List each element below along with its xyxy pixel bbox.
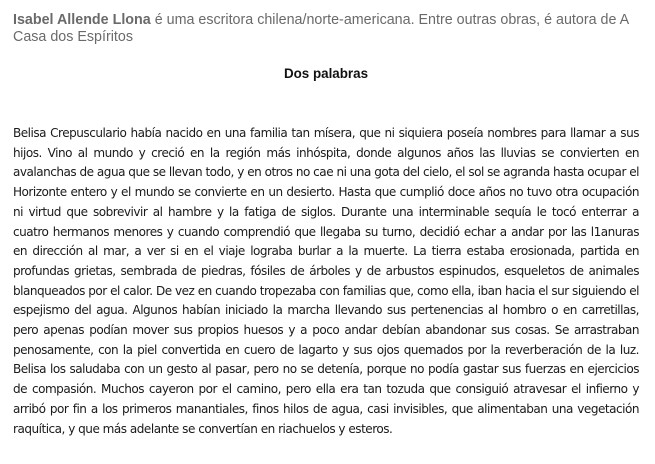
story-paragraph: Belisa Crepusculario había nacido en una familia tan mísera, que ni siquiera poseía nombres para llamar a sus hijos. Vino al mundo y creció en la región más inhóspita, donde algunos años las lluvias se convierten en avalanchas de agua que se llevan todo, y en otros no cae ni una gota del cielo, el sol se agranda hasta ocupar el Horizonte entero y el mundo se convierte en un desierto. Hasta que cumplió doce años no tuvo otra ocupación ni virtud que sobrevivir al hambre y la fatiga de siglos. Durante una interminable sequía le tocó enterrar a cuatro hermanos menores y cuando comprendió que llegaba su turno, decidió echar a andar por las l1anuras en dirección al mar, a ver si en el viaje lograba burlar a la muerte. La tierra estaba erosionada, partida en profundas grietas, sembrada de piedras, fósiles de árboles y de arbustos espinudos, esqueletos de animales blanqueados por el calor. De vez en cuando tropezaba con familias que, como ella, iban hacia el sur siguiendo el espejismo del agua. Algunos habían iniciado la marcha llevando sus pertenencias al hombro o en carretillas, pero apenas podían mover sus propios huesos y a poco andar debían abandonar sus cosas. Se arrastraban penosamente, con la piel convertida en cuero de lagarto y sus ojos quemados por la reverberación de la luz. Belisa los saludaba con un gesto al pasar, pero no se detenía, porque no podía gastar sus fuerzas en ejercicios de compasión. Muchos cayeron por el camino, pero ella era tan tozuda que consiguió atravesar el infierno y arribó por fin a los primeros manantiales, finos hilos de agua, casi invisibles, que alimentaban una vegetación raquítica, y que más adelante se convertían en riachuelos y esteros. bbox=[13, 126, 639, 436]
author-name: Isabel Allende Llona bbox=[13, 12, 151, 28]
author-intro bbox=[13, 12, 639, 46]
author-description: é uma escritora chilena/norte-americana. Entre outras obras, é autora de A Casa dos Espíritos bbox=[13, 12, 629, 45]
story-title: Dos palabras bbox=[283, 66, 369, 81]
